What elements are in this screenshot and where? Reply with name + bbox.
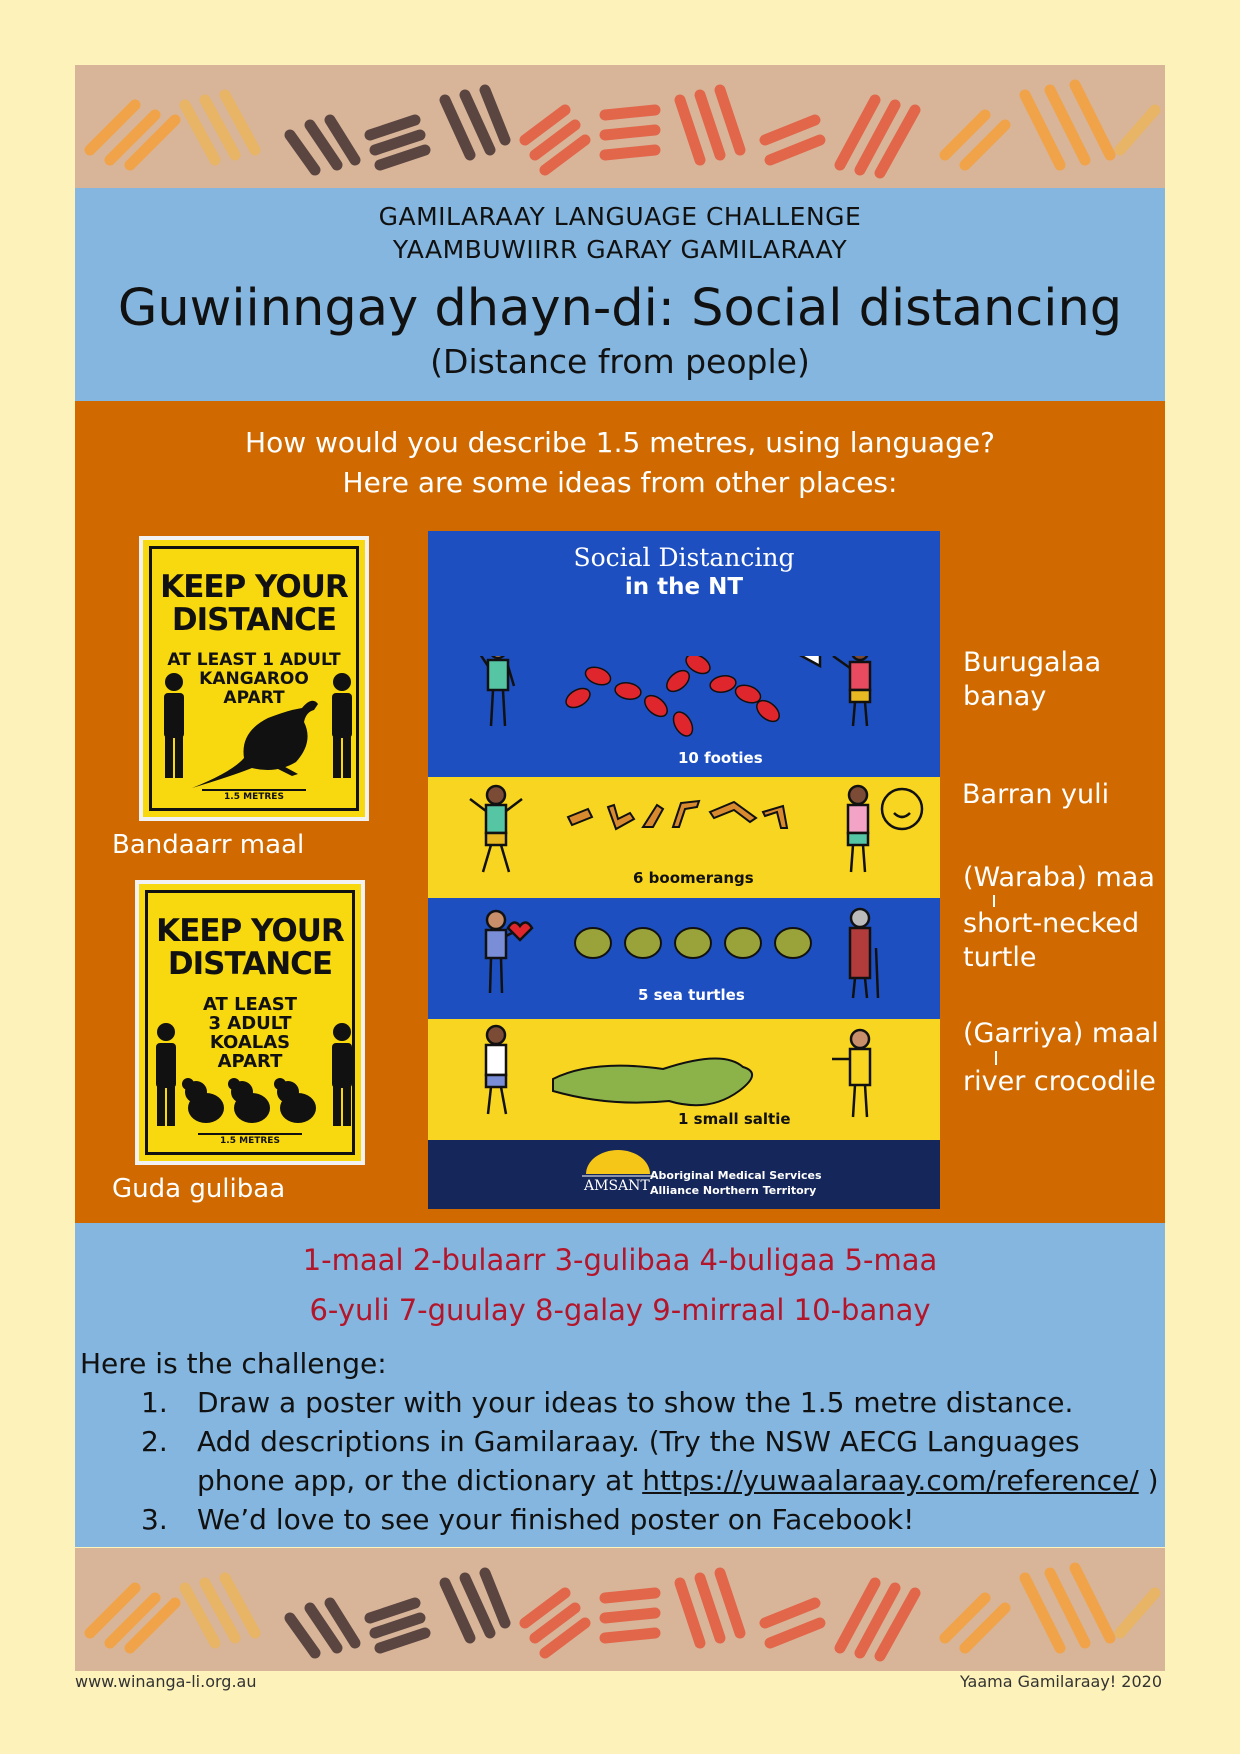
numbers-line-1: 1-maal 2-bulaarr 3-gulibaa 4-buligaa 5-maa <box>302 1243 938 1277</box>
koala-caption: Guda gulibaa <box>112 1174 286 1204</box>
challenge-item: 1. Draw a poster with your ideas to show the 1.5 metre distance. <box>141 1386 1074 1419</box>
sign-heading: KEEP YOUR DISTANCE <box>156 913 344 982</box>
painted-stripes-pattern <box>75 1548 1165 1671</box>
nt-row-boomerangs <box>428 777 940 898</box>
arrow-down-icon <box>995 1051 997 1065</box>
intro-line-1: How would you describe 1.5 metres, using language? <box>245 426 995 459</box>
nt-graphic-title: Social Distancing <box>573 543 795 572</box>
nt-row-label: 5 sea turtles <box>638 986 745 1004</box>
arrow-down-icon <box>993 895 995 907</box>
challenge-tag-line-gamilaraay: YAAMBUWIIRR GARAY GAMILARAAY <box>392 235 848 264</box>
nt-graphic-footer <box>428 1140 940 1209</box>
koala-silhouettes-icon <box>148 1022 360 1132</box>
footer-website[interactable]: www.winanga-li.org.au <box>75 1672 257 1691</box>
nt-row-label: 1 small saltie <box>678 1110 791 1128</box>
nt-social-distancing-graphic <box>428 531 940 1197</box>
label-boomerangs: Barran yuli <box>962 779 1110 810</box>
amsant-logo-text: AMSANT <box>584 1178 650 1194</box>
challenge-item: 2. Add descriptions in Gamilaraay. (Try the NSW AECG Languages phone app, or the dictionary at https://yuwaalaraay.com/reference/ ) <box>141 1425 1159 1497</box>
title-panel <box>75 188 1165 401</box>
page-title: Guwiinngay dhayn-di: Social distancing <box>117 279 1123 338</box>
challenge-panel <box>75 1223 1165 1547</box>
decorative-border-bottom <box>75 1548 1165 1671</box>
challenge-tag-line: GAMILARAAY LANGUAGE CHALLENGE <box>378 202 862 231</box>
kangaroo-caption: Bandaarr maal <box>112 830 305 860</box>
nt-row-label: 6 boomerangs <box>633 869 754 887</box>
page-subtitle: (Distance from people) <box>430 342 810 381</box>
number-words <box>75 1223 1165 1335</box>
challenge-list <box>141 1383 1165 1539</box>
sign-metres-label: 1.5 METRES <box>202 789 306 802</box>
footer-credit: Yaama Gamilaraay! 2020 <box>959 1672 1162 1691</box>
label-footies: Burugalaa banay <box>963 647 1102 712</box>
nt-graphic-subtitle: in the NT <box>624 574 744 600</box>
sign-metres-label: 1.5 METRES <box>198 1133 302 1146</box>
amsant-org-name: Aboriginal Medical Services Alliance Northern Territory <box>650 1169 822 1197</box>
intro-text <box>75 401 1165 503</box>
kangaroo-silhouette-icon <box>152 668 364 788</box>
sign-heading: KEEP YOUR DISTANCE <box>160 569 348 638</box>
painted-stripes-pattern <box>75 65 1165 188</box>
challenge-item: 3. We’d love to see your finished poster on Facebook! <box>141 1503 915 1536</box>
challenge-heading: Here is the challenge: <box>80 1347 387 1380</box>
label-saltie: (Garriya) maal river crocodile <box>963 1018 1159 1097</box>
numbers-line-2: 6-yuli 7-guulay 8-galay 9-mirraal 10-banay <box>309 1293 931 1327</box>
sign-subtext: AT LEAST 1 ADULT KANGAROO APART <box>167 650 341 708</box>
dictionary-link[interactable]: https://yuwaalaraay.com/reference/ <box>642 1464 1139 1497</box>
koala-sign <box>135 880 365 1165</box>
sign-subtext: AT LEAST 3 ADULT KOALAS APART <box>202 994 298 1072</box>
nt-row-footies <box>428 656 940 777</box>
kangaroo-sign <box>139 536 369 821</box>
nt-graphic-header <box>428 531 940 656</box>
nt-row-label: 10 footies <box>678 749 763 767</box>
intro-line-2: Here are some ideas from other places: <box>342 466 898 499</box>
nt-row-saltie <box>428 1019 940 1140</box>
decorative-border-top <box>75 65 1165 188</box>
ideas-panel <box>75 401 1165 1223</box>
nt-row-turtles <box>428 898 940 1019</box>
label-turtles: (Waraba) maa short-necked turtle <box>963 862 1155 973</box>
